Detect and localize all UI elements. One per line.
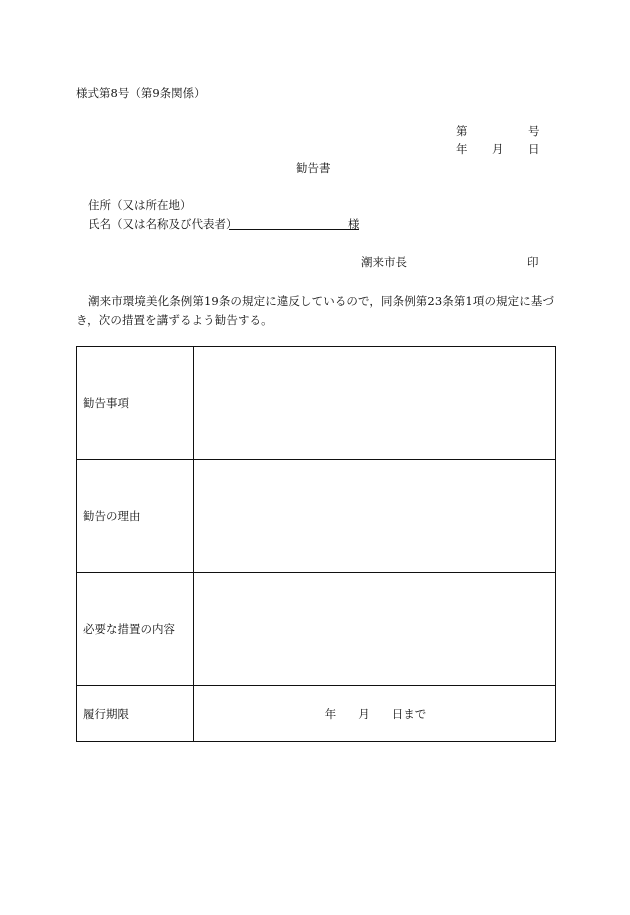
row-label: 勧告事項 bbox=[77, 347, 194, 460]
notice-table bbox=[76, 346, 556, 742]
deadline-label: 履行期限 bbox=[77, 686, 194, 742]
recipient-name-label: 氏名（又は名称及び代表者） bbox=[88, 217, 238, 231]
form-number: 様式第8号（第9条関係） bbox=[76, 86, 206, 100]
issuer-name: 潮来市長 bbox=[361, 255, 407, 269]
table-row bbox=[77, 573, 556, 686]
deadline-value-cell bbox=[194, 686, 556, 742]
recipient-name-underline bbox=[229, 229, 359, 230]
date-year-label: 年 bbox=[456, 142, 468, 156]
deadline-day-label: 日まで bbox=[391, 706, 427, 721]
table-row bbox=[77, 460, 556, 573]
table-row bbox=[77, 686, 556, 742]
recipient-honorific: 様 bbox=[348, 217, 360, 231]
table-row bbox=[77, 347, 556, 460]
date-day-label: 日 bbox=[528, 142, 540, 156]
recipient-address-label: 住所（又は所在地） bbox=[88, 198, 192, 212]
document-number-suffix: 号 bbox=[528, 124, 540, 138]
notice-body-text: 潮来市環境美化条例第19条の規定に違反しているので，同条例第23条第1項の規定に基づき，次の措置を講ずるよう勧告する。 bbox=[76, 294, 555, 327]
row-value-cell bbox=[194, 460, 556, 573]
deadline-month-label: 月 bbox=[358, 706, 370, 721]
document-title: 勧告書 bbox=[296, 161, 331, 175]
row-value-cell bbox=[194, 573, 556, 686]
seal-mark: 印 bbox=[527, 255, 539, 269]
row-label: 必要な措置の内容 bbox=[77, 573, 194, 686]
row-value-cell bbox=[194, 347, 556, 460]
deadline-date-line bbox=[194, 706, 555, 722]
date-month-label: 月 bbox=[492, 142, 504, 156]
document-number-prefix: 第 bbox=[456, 124, 468, 138]
deadline-year-label: 年 bbox=[324, 706, 337, 721]
row-label: 勧告の理由 bbox=[77, 460, 194, 573]
